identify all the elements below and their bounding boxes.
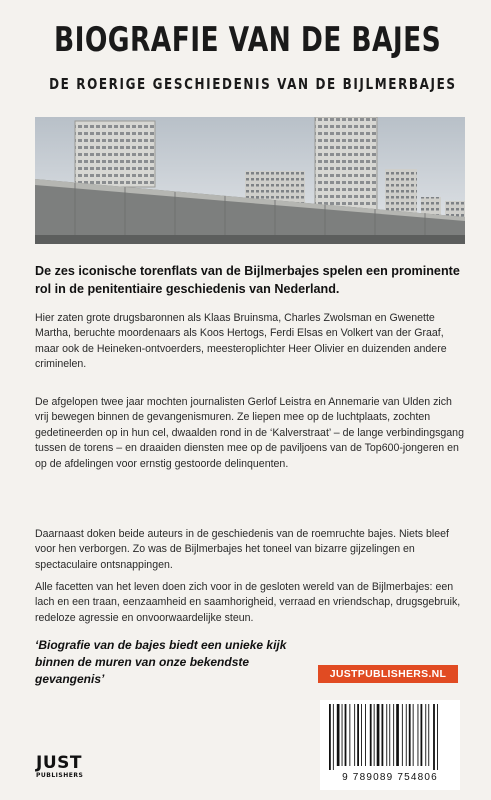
barcode-bar — [409, 704, 411, 766]
review-quote: ‘Biografie van de bajes biedt een unieke kijk binnen de muren van onze bekendste gevangenis’ — [35, 638, 287, 686]
publisher-logo — [36, 755, 96, 779]
lead-paragraph: De zes iconische torenflats van de Bijlmerbajes spelen een prominente rol in de penitentiaire geschiedenis van Nederland. — [35, 264, 460, 296]
barcode-bar — [365, 704, 366, 766]
barcode-bar — [374, 704, 375, 766]
barcode-bar — [421, 704, 423, 766]
publisher-logo-sub: PUBLISHERS — [36, 772, 84, 779]
barcode-bar — [377, 704, 380, 766]
barcode-bar — [402, 704, 403, 766]
book-title: BIOGRAFIE VAN DE BAJES — [54, 20, 442, 60]
barcode-bar — [425, 704, 426, 766]
barcode-bar — [386, 704, 387, 766]
barcode-bar — [389, 704, 390, 766]
prison-towers-photo — [35, 117, 465, 244]
isbn-number: 9 789089 754806 — [342, 772, 438, 783]
barcode-bar — [396, 704, 399, 766]
barcode-bar — [329, 704, 331, 770]
barcode-bar — [349, 704, 350, 766]
isbn-barcode — [320, 700, 460, 790]
body-paragraph: De afgelopen twee jaar mochten journalisten Gerlof Leistra en Annemarie van Ulden zich vrij bewegen binnen de gevangenismuren. Ze liepen mee op de luchtplaats, zochten gedetineerden op in hun cel, dwaalden rond in de ‘Kalverstraat’ – de lange verbindingsgang tussen de torens – en draaiden diensten mee op de paviljoens van de Top600-jongeren en op de afdelingen voor ernstig gestoorde delinquenten. — [35, 396, 464, 470]
barcode-bar — [337, 704, 340, 766]
body-paragraph: Hier zaten grote drugsbaronnen als Klaas Bruinsma, Charles Zwolsman en Gwenette Martha, beruchte moordenaars als Koos Hertogs, Ferdi Elsas en Volkert van der Graaf, maar ook de Heineken-ontvoerders, meesteroplichter Heer Olivier en duizenden andere criminelen. — [35, 312, 447, 371]
barcode-bar — [393, 704, 394, 766]
barcode-bar — [354, 704, 355, 766]
barcode-bar — [361, 704, 362, 766]
book-subtitle: DE ROERIGE GESCHIEDENIS VAN DE BIJLMERBAJES — [49, 75, 457, 93]
publisher-website: JUSTPUBLISHERS.NL — [318, 665, 458, 683]
body-paragraph: Daarnaast doken beide auteurs in de geschiedenis van de roemruchte bajes. Niets bleef voor hen verborgen. Zo was de Bijlmerbajes het toneel van bizarre gijzelingen en spectaculaire ontsnappingen. — [35, 528, 450, 571]
barcode-bar — [406, 704, 407, 766]
barcode-bar — [437, 704, 438, 770]
barcode-bar — [333, 704, 334, 770]
barcode-bar — [370, 704, 372, 766]
barcode-bar — [357, 704, 359, 766]
barcode-bar — [428, 704, 429, 766]
barcode-bars — [327, 704, 453, 770]
barcode-bar — [433, 704, 435, 770]
barcode-bar — [345, 704, 347, 766]
barcode-bar — [342, 704, 343, 766]
publisher-logo-main: JUST — [36, 753, 82, 773]
barcode-bar — [382, 704, 384, 766]
barcode-bar — [418, 704, 419, 766]
barcode-bar — [413, 704, 414, 766]
body-paragraph: Alle facetten van het leven doen zich voor in de gesloten wereld van de Bijlmerbajes: een lach en een traan, eenzaamheid en saamhorigheid, verraad en vriendschap, drugsgebruik, redeloze agressie en onvoorwaardelijke steun. — [35, 581, 461, 624]
